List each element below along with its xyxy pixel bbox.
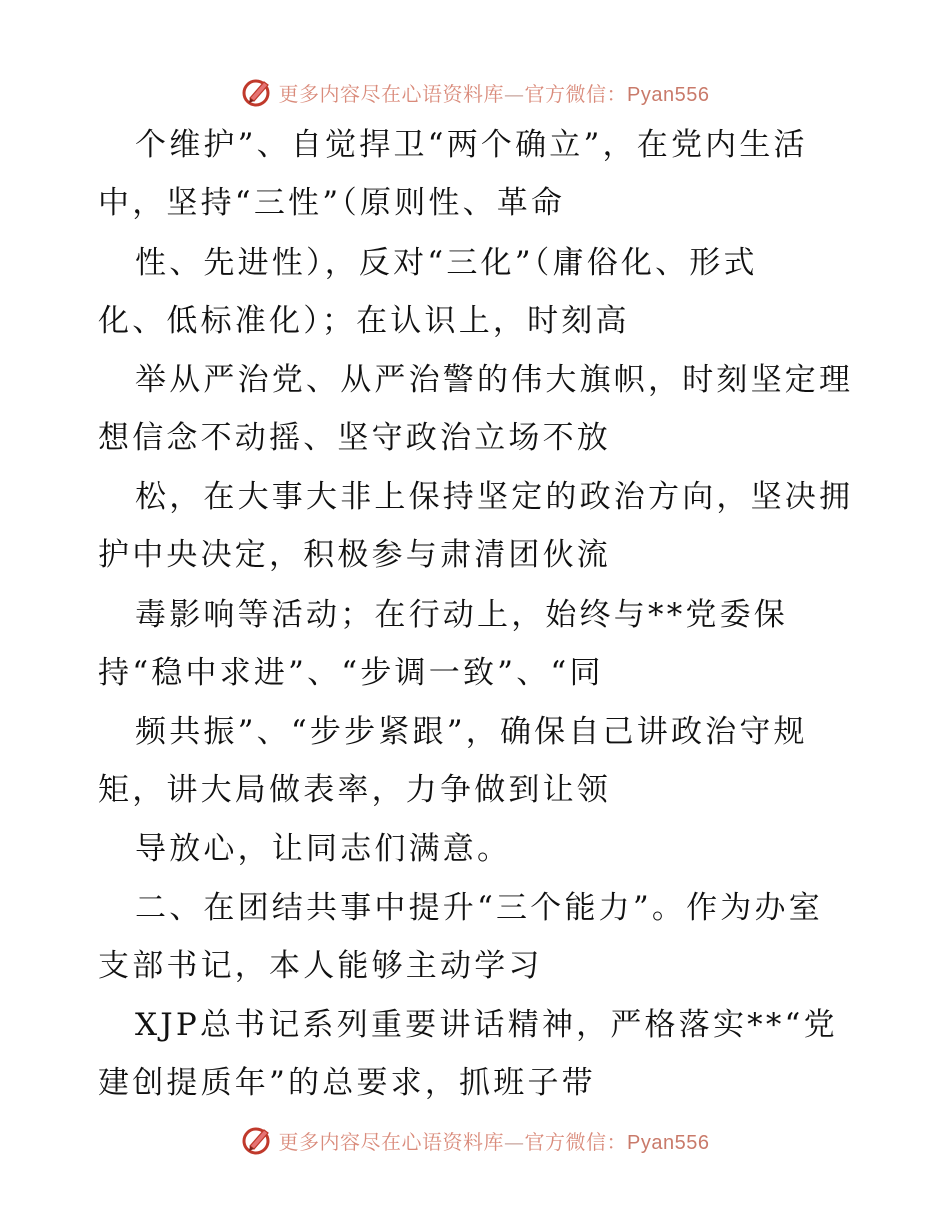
paragraph-line: 毒影响等活动；在行动上，始终与**党委保 <box>135 597 788 633</box>
watermark-wechat-label: 官方微信： <box>524 81 628 106</box>
paragraph-line: 导放心，让同志们满意。 <box>135 831 512 867</box>
paragraph-line: XJP总书记系列重要讲话精神，严格落实**“党 <box>135 1007 838 1043</box>
watermark-wechat-handle: Pyan556 <box>627 1131 710 1154</box>
watermark-wechat-handle: Pyan556 <box>627 83 710 106</box>
paragraph-line: 矩，讲大局做表率，力争做到让领 <box>98 772 611 808</box>
watermark-text <box>279 78 710 107</box>
watermark-site-text: 更多内容尽在心语资料库 <box>278 81 505 106</box>
paragraph-line: 想信念不动摇、坚守政治立场不放 <box>98 420 611 456</box>
pen-in-circle-icon <box>241 1124 273 1156</box>
header-watermark <box>0 72 950 112</box>
paragraph-line: 化、低标准化）；在认识上，时刻高 <box>98 303 630 339</box>
paragraph-line: 建创提质年”的总要求，抓班子带 <box>98 1065 596 1101</box>
section-heading-line: 二、在团结共事中提升“三个能力”。作为办室 <box>135 890 823 926</box>
watermark-text <box>279 1126 710 1155</box>
footer-watermark <box>0 1120 950 1160</box>
paragraph-line: 频共振”、“步步紧跟”，确保自己讲政治守规 <box>135 714 808 750</box>
paragraph-line: 举从严治党、从严治警的伟大旗帜，时刻坚定理 <box>135 362 854 398</box>
pen-in-circle-icon <box>241 76 273 108</box>
paragraph-line: 支部书记，本人能够主动学习 <box>98 948 543 984</box>
paragraph-line: 松，在大事大非上保持坚定的政治方向，坚决拥 <box>135 479 854 515</box>
watermark-separator: — <box>504 81 525 106</box>
paragraph-line: 持“稳中求进”、“步调一致”、“同 <box>98 655 604 691</box>
paragraph-line: 性、先进性），反对“三化”（庸俗化、形式 <box>135 245 758 281</box>
watermark-separator: — <box>504 1129 525 1154</box>
paragraph-line: 个维护”、自觉捍卫“两个确立”，在党内生活 <box>135 127 808 163</box>
watermark-wechat-label: 官方微信： <box>524 1129 628 1154</box>
paragraph-line: 护中央决定，积极参与肃清团伙流 <box>98 537 611 573</box>
paragraph-line: 中，坚持“三性”（原则性、革命 <box>98 185 566 221</box>
watermark-site-text: 更多内容尽在心语资料库 <box>278 1129 505 1154</box>
